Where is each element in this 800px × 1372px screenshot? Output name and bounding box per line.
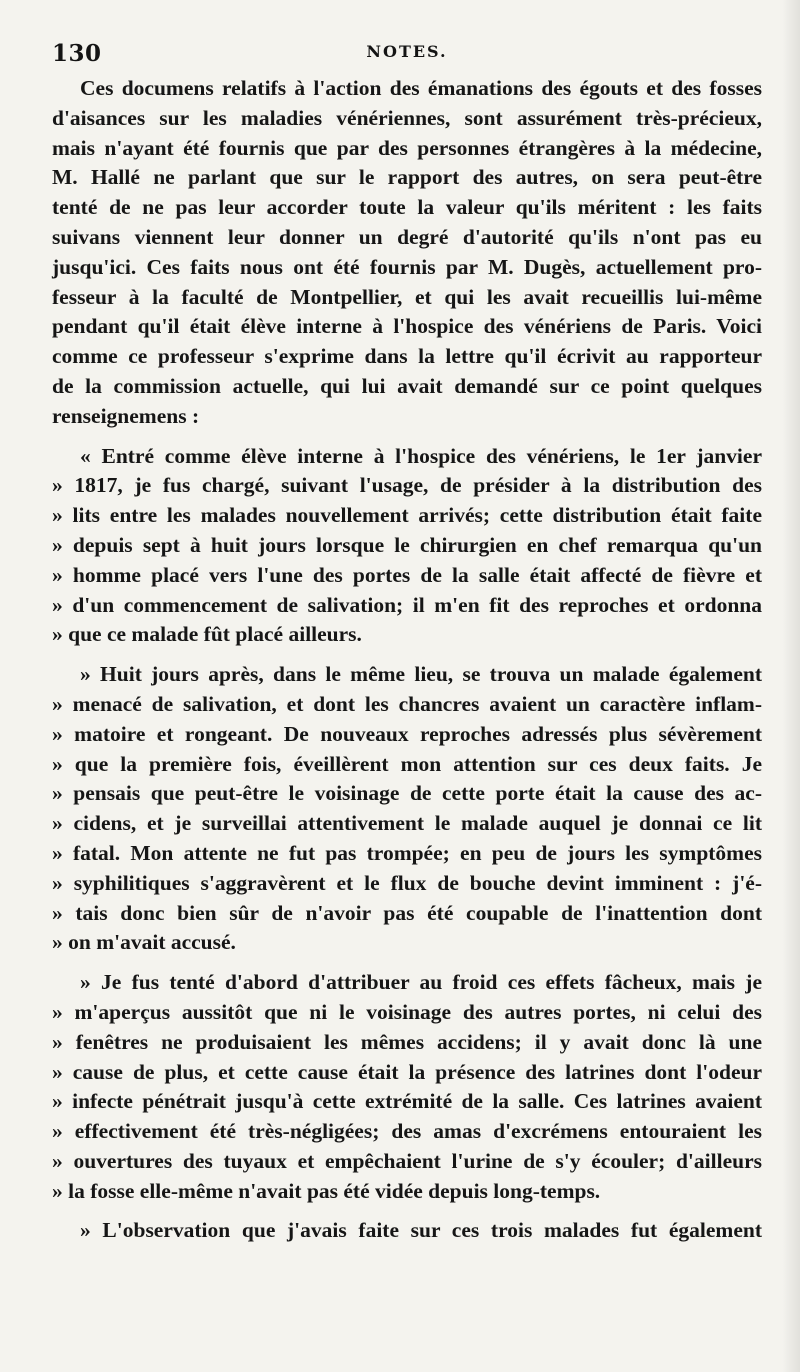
text-line: d'aisances sur les maladies vénériennes, sont assurément très-précieux, <box>52 105 762 130</box>
text-line: de la commission actuelle, qui lui avait demandé sur ce point quelques <box>52 373 762 398</box>
text-line: » Je fus tenté d'abord d'attribuer au froid ces effets fâcheux, mais je <box>80 970 762 995</box>
text-line: » effectivement été très-négligées; des amas d'excrémens entouraient les <box>52 1119 762 1144</box>
text-line: fesseur à la faculté de Montpellier, et qui les avait recueillis lui-même <box>52 284 762 309</box>
text-line: » d'un commencement de salivation; il m'en fit des reproches et ordonna <box>52 592 762 617</box>
text-line: » 1817, je fus chargé, suivant l'usage, de présider à la distribution des <box>52 473 762 498</box>
body-text <box>52 74 762 1246</box>
text-line: Ces documens relatifs à l'action des émanations des égouts et des fosses <box>80 76 762 100</box>
paragraph <box>52 442 762 651</box>
text-line: comme ce professeur s'exprime dans la lettre qu'il écrivit au rapporteur <box>52 344 762 369</box>
text-line: jusqu'ici. Ces faits nous ont été fournis par M. Dugès, actuellement pro- <box>52 254 762 279</box>
text-line: » menacé de salivation, et dont les chancres avaient un caractère inflam- <box>52 691 762 716</box>
text-line: » Huit jours après, dans le même lieu, se trouva un malade également <box>80 662 762 687</box>
running-head-title: NOTES. <box>366 42 448 61</box>
paragraph <box>52 1216 762 1246</box>
text-line: renseignemens : <box>52 403 200 428</box>
text-line: » la fosse elle-même n'avait pas été vidée depuis long-temps. <box>52 1178 601 1203</box>
text-line: pendant qu'il était élève interne à l'hospice des vénériens de Paris. Voici <box>52 314 762 339</box>
text-line: » cidens, et je surveillai attentivement le malade auquel je donnai ce lit <box>52 811 762 836</box>
text-line: » que ce malade fût placé ailleurs. <box>52 622 362 647</box>
text-line: suivans viennent leur donner un degré d'autorité qu'ils n'ont pas eu <box>52 224 762 249</box>
text-line: » syphilitiques s'aggravèrent et le flux de bouche devint imminent : j'é- <box>52 870 762 895</box>
text-line: » tais donc bien sûr de n'avoir pas été coupable de l'inattention dont <box>52 900 762 925</box>
page-number: 130 <box>52 40 102 67</box>
text-line: » homme placé vers l'une des portes de la salle était affecté de fièvre et <box>52 562 762 587</box>
text-line: » matoire et rongeant. De nouveaux reproches adressés plus sévèrement <box>52 721 762 746</box>
text-line: » pensais que peut-être le voisinage de cette porte était la cause des ac- <box>52 781 762 806</box>
text-line: tenté de ne pas leur accorder toute la valeur qu'ils méritent : les faits <box>52 195 762 220</box>
text-line: » on m'avait accusé. <box>52 930 236 955</box>
text-line: » fenêtres ne produisaient les mêmes accidens; il y avait donc là une <box>52 1029 762 1054</box>
text-line: » infecte pénétrait jusqu'à cette extrémité de la salle. Ces latrines avaient <box>52 1089 762 1114</box>
text-line: » m'aperçus aussitôt que ni le voisinage des autres portes, ni celui des <box>52 999 762 1024</box>
text-line: » lits entre les malades nouvellement arrivés; cette distribution était faite <box>52 503 762 528</box>
text-line: M. Hallé ne parlant que sur le rapport des autres, on sera peut-être <box>52 165 762 190</box>
text-line: » ouvertures des tuyaux et empêchaient l'urine de s'y écouler; d'ailleurs <box>52 1148 762 1173</box>
text-line: « Entré comme élève interne à l'hospice des vénériens, le 1er janvier <box>80 443 762 468</box>
paragraph <box>52 968 762 1206</box>
text-line: mais n'ayant été fournis que par des personnes étrangères à la médecine, <box>52 135 762 160</box>
text-line: » cause de plus, et cette cause était la présence des latrines dont l'odeur <box>52 1059 762 1084</box>
text-line: » L'observation que j'avais faite sur ces trois malades fut également <box>80 1218 762 1243</box>
text-line: » que la première fois, éveillèrent mon attention sur ces deux faits. Je <box>52 751 762 776</box>
running-head <box>52 34 762 66</box>
text-line: » depuis sept à huit jours lorsque le chirurgien en chef remarqua qu'un <box>52 532 762 557</box>
paragraph <box>52 74 762 432</box>
paragraph <box>52 660 762 958</box>
text-line: » fatal. Mon attente ne fut pas trompée; en peu de jours les symptômes <box>52 840 762 865</box>
